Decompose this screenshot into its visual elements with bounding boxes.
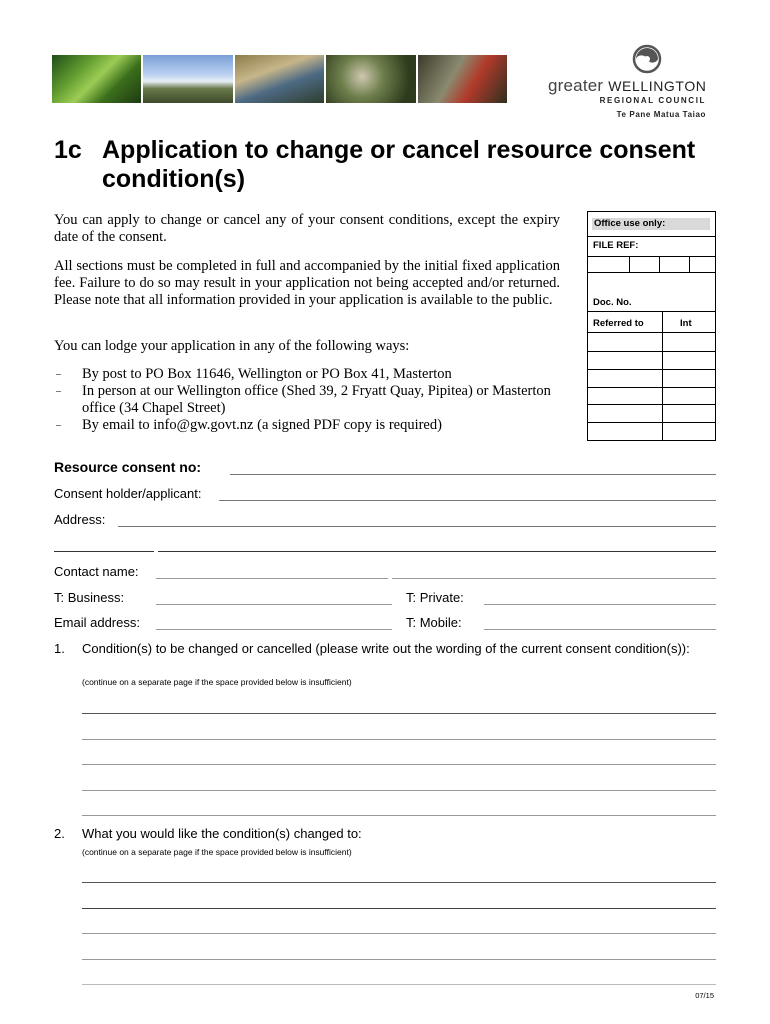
question-2-answer-line[interactable] [82, 984, 716, 985]
question-2-note: (continue on a separate page if the space provided below is insufficient) [82, 847, 352, 857]
consent-holder-field[interactable] [219, 500, 716, 501]
divider [588, 351, 715, 352]
email-address-field[interactable] [156, 629, 392, 630]
office-use-box [587, 211, 716, 441]
bullet-dash: – [56, 369, 61, 380]
list-item [54, 383, 564, 417]
fern-photo [52, 55, 141, 103]
header-photo-banner [52, 55, 507, 103]
divider [689, 256, 690, 272]
address-field-line-2b[interactable] [158, 551, 716, 552]
question-1-note: (continue on a separate page if the space provided below is insufficient) [82, 677, 352, 687]
question-1-answer-line[interactable] [82, 739, 716, 740]
t-business-label: T: Business: [54, 590, 125, 605]
office-use-heading: Office use only: [592, 218, 710, 230]
way-post: By post to PO Box 11646, Wellington or PO Box 41, Masterton [82, 366, 452, 382]
email-address-label: Email address: [54, 615, 140, 630]
divider [588, 311, 715, 312]
doc-no-label: Doc. No. [593, 297, 632, 308]
gw-logo-icon [632, 44, 662, 74]
divider [662, 311, 663, 440]
contact-name-label: Contact name: [54, 564, 139, 579]
intro-paragraph-1: You can apply to change or cancel any of your consent conditions, except the expiry date of the consent. [54, 212, 560, 245]
divider [659, 256, 660, 272]
way-email: By email to info@gw.govt.nz (a signed PDF copy is required) [82, 417, 442, 433]
mountain-photo [143, 55, 232, 103]
t-private-label: T: Private: [406, 590, 464, 605]
address-field-line-2a[interactable] [54, 551, 154, 552]
contact-name-field-a[interactable] [156, 578, 388, 579]
divider [588, 256, 715, 257]
river-photo [235, 55, 324, 103]
divider [629, 256, 630, 272]
contact-name-field-b[interactable] [392, 578, 716, 579]
address-field-line-1[interactable] [118, 526, 716, 527]
divider [588, 404, 715, 405]
question-2-text: What you would like the condition(s) changed to: [82, 826, 362, 841]
field-work-photo [418, 55, 507, 103]
question-2-answer-line[interactable] [82, 882, 716, 883]
t-mobile-field[interactable] [484, 629, 716, 630]
logo-greater: greater [548, 76, 604, 95]
resource-consent-no-label: Resource consent no: [54, 459, 202, 475]
t-business-field[interactable] [156, 604, 392, 605]
resource-consent-no-field[interactable] [230, 474, 716, 475]
divider [588, 369, 715, 370]
page-title: Application to change or cancel resource consent condition(s) [102, 136, 696, 193]
divider [588, 332, 715, 333]
list-item [54, 417, 564, 434]
question-1-number: 1. [54, 641, 65, 656]
divider [588, 387, 715, 388]
question-1-answer-line[interactable] [82, 713, 716, 714]
t-private-field[interactable] [484, 604, 716, 605]
question-1-text: Condition(s) to be changed or cancelled (please write out the wording of the current consent condition(s)): [82, 641, 690, 656]
question-1-answer-line[interactable] [82, 790, 716, 791]
file-ref-label: FILE REF: [593, 240, 639, 251]
bullet-dash: – [56, 386, 61, 397]
logo-regional-council: REGIONAL COUNCIL [599, 96, 706, 105]
question-2-answer-line[interactable] [82, 933, 716, 934]
question-2-answer-line[interactable] [82, 959, 716, 960]
intro-paragraph-2: All sections must be completed in full and accompanied by the initial fixed application fee. Failure to do so may result in your application not being accepted and/or returned. Please note that all information provided in your application is available to the public. [54, 258, 560, 308]
form-number: 1c [54, 136, 82, 164]
t-mobile-label: T: Mobile: [406, 615, 462, 630]
referred-to-label: Referred to [593, 318, 644, 329]
divider [588, 422, 715, 423]
intro-paragraph-3: You can lodge your application in any of the following ways: [54, 338, 410, 354]
address-label: Address: [54, 512, 106, 527]
lodge-methods-list [54, 366, 564, 434]
consent-holder-label: Consent holder/applicant: [54, 486, 202, 501]
logo-maori-name: Te Pane Matua Taiao [616, 110, 706, 119]
question-1-answer-line[interactable] [82, 815, 716, 816]
bullet-dash: – [56, 420, 61, 431]
form-version-code: 07/15 [695, 991, 714, 1000]
list-item [54, 366, 564, 383]
logo-wordmark [548, 76, 707, 96]
hand-soil-photo [326, 55, 415, 103]
question-2-answer-line[interactable] [82, 908, 716, 909]
divider [588, 272, 715, 273]
question-2-number: 2. [54, 826, 65, 841]
divider [588, 236, 715, 237]
logo-wellington: WELLINGTON [608, 78, 707, 94]
question-1-answer-line[interactable] [82, 764, 716, 765]
way-in-person: In person at our Wellington office (Shed 39, 2 Fryatt Quay, Pipitea) or Masterton office (34 Chapel Street) [82, 383, 551, 416]
int-label: Int [680, 318, 692, 329]
